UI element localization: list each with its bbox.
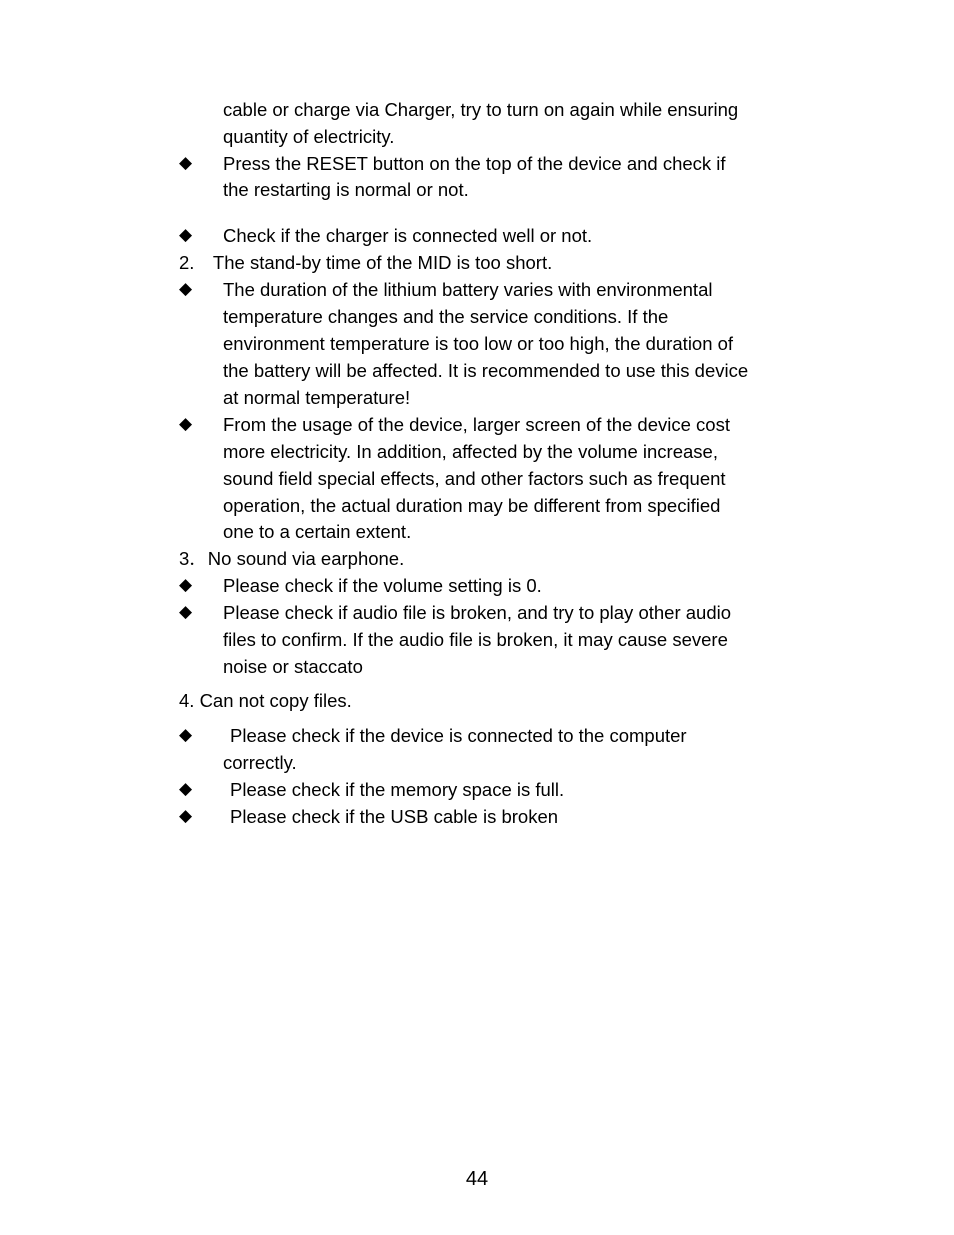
bullet-text: Please check if the device is connected to the computer	[230, 725, 687, 746]
diamond-bullet-icon: ◆	[179, 153, 193, 173]
section-heading: 4. Can not copy files.	[179, 690, 352, 711]
bullet-text: The duration of the lithium battery varies with environmental	[223, 279, 713, 300]
text-line: cable or charge via Charger, try to turn on again while ensuring	[223, 99, 739, 120]
bullet-text: From the usage of the device, larger screen of the device cost	[223, 414, 730, 435]
text-line: correctly.	[223, 752, 297, 773]
diamond-bullet-icon: ◆	[179, 575, 193, 595]
diamond-bullet-icon: ◆	[179, 725, 193, 745]
diamond-bullet-icon: ◆	[179, 414, 193, 434]
section-heading: 2. The stand-by time of the MID is too short.	[179, 252, 553, 273]
text-line: temperature changes and the service conditions. If the	[223, 306, 669, 327]
page-number: 44	[465, 1168, 489, 1190]
diamond-bullet-icon: ◆	[179, 806, 193, 826]
bullet-text: Check if the charger is connected well or not.	[223, 225, 593, 246]
bullet-text: Please check if the volume setting is 0.	[223, 575, 542, 596]
diamond-bullet-icon: ◆	[179, 602, 193, 622]
text-line: the battery will be affected. It is recommended to use this device	[223, 360, 749, 381]
text-line: operation, the actual duration may be different from specified	[223, 495, 721, 516]
text-line: one to a certain extent.	[223, 521, 412, 542]
diamond-bullet-icon: ◆	[179, 779, 193, 799]
diamond-bullet-icon: ◆	[179, 225, 193, 245]
diamond-bullet-icon: ◆	[179, 279, 193, 299]
text-line: quantity of electricity.	[223, 126, 395, 147]
section-heading: 3．No sound via earphone.	[179, 548, 405, 569]
bullet-text: Please check if the memory space is full.	[230, 779, 565, 800]
text-line: at normal temperature!	[223, 387, 411, 408]
bullet-text: Press the RESET button on the top of the device and check if	[223, 153, 726, 174]
text-line: the restarting is normal or not.	[223, 179, 469, 200]
text-line: sound field special effects, and other factors such as frequent	[223, 468, 726, 489]
text-line: environment temperature is too low or too high, the duration of	[223, 333, 734, 354]
bullet-text: Please check if the USB cable is broken	[230, 806, 559, 827]
text-line: noise or staccato	[223, 656, 363, 677]
text-line: files to confirm. If the audio file is broken, it may cause severe	[223, 629, 728, 650]
bullet-text: Please check if audio file is broken, and try to play other audio	[223, 602, 732, 623]
text-line: more electricity. In addition, affected by the volume increase,	[223, 441, 718, 462]
